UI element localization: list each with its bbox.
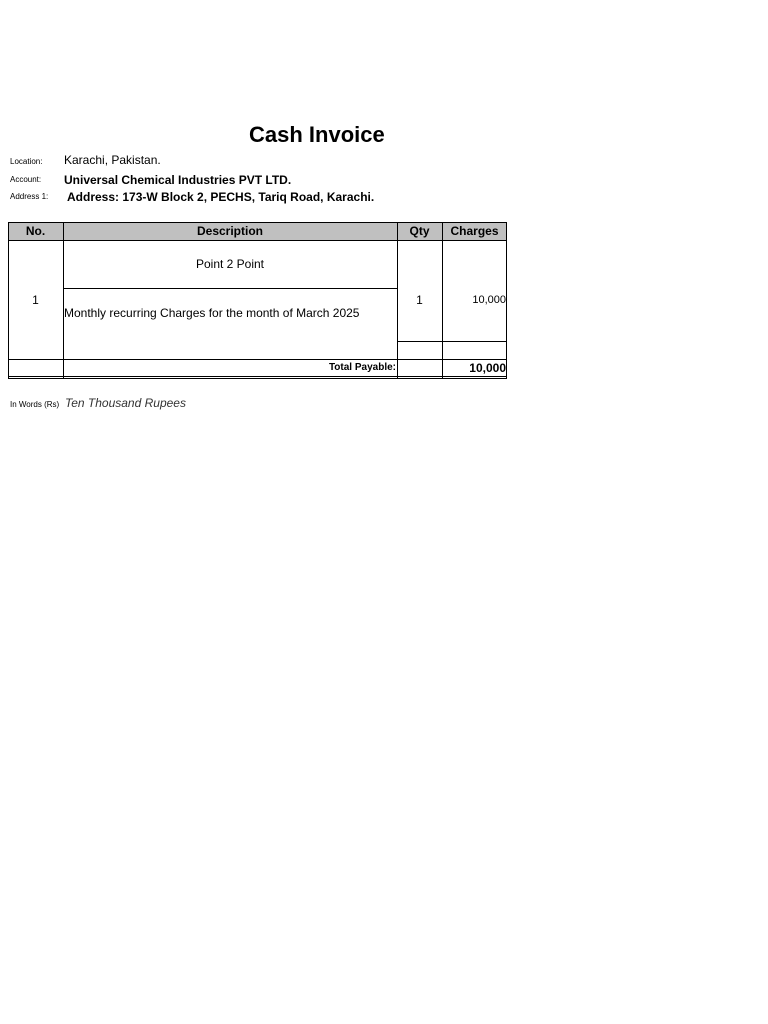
location-value: Karachi, Pakistan. — [64, 153, 161, 167]
grid-line-no-col — [63, 222, 64, 379]
account-label: Account: — [10, 175, 42, 184]
location-label: Location: — [10, 157, 43, 166]
total-value: 10,000 — [469, 360, 506, 375]
grid-line-total-bottom-2 — [8, 378, 507, 379]
account-value: Universal Chemical Industries PVT LTD. — [64, 173, 292, 187]
address-label: Address 1: — [10, 192, 49, 201]
row-description: Monthly recurring Charges for the month of March 2025 — [64, 306, 360, 320]
header-no: No. — [8, 222, 63, 240]
in-words-label: In Words (Rs) — [10, 400, 60, 409]
grid-line-desc-col — [397, 222, 398, 379]
address-value: Address: 173-W Block 2, PECHS, Tariq Road, Karachi. — [67, 190, 375, 204]
grid-line-description-split — [63, 288, 397, 289]
in-words-value: Ten Thousand Rupees — [65, 396, 186, 410]
grid-line-total-bottom-1 — [8, 376, 507, 377]
row-service-name: Point 2 Point — [195, 257, 265, 271]
invoice-title: Cash Invoice — [249, 122, 385, 147]
header-charges: Charges — [442, 222, 507, 240]
header-qty: Qty — [397, 222, 442, 240]
grid-line-qty-col — [442, 222, 443, 379]
invoice-table — [8, 222, 507, 379]
row-no: 1 — [32, 292, 39, 307]
grid-line-top — [8, 222, 507, 223]
row-qty: 1 — [416, 292, 423, 307]
grid-line-header-bottom — [8, 240, 507, 241]
grid-line-right — [506, 222, 507, 379]
grid-line-qty-split — [397, 341, 507, 342]
row-charges: 10,000 — [472, 293, 506, 306]
header-description: Description — [63, 222, 397, 240]
total-label: Total Payable: — [328, 362, 396, 373]
grid-line-body-bottom — [8, 359, 507, 360]
grid-line-left — [8, 222, 9, 379]
